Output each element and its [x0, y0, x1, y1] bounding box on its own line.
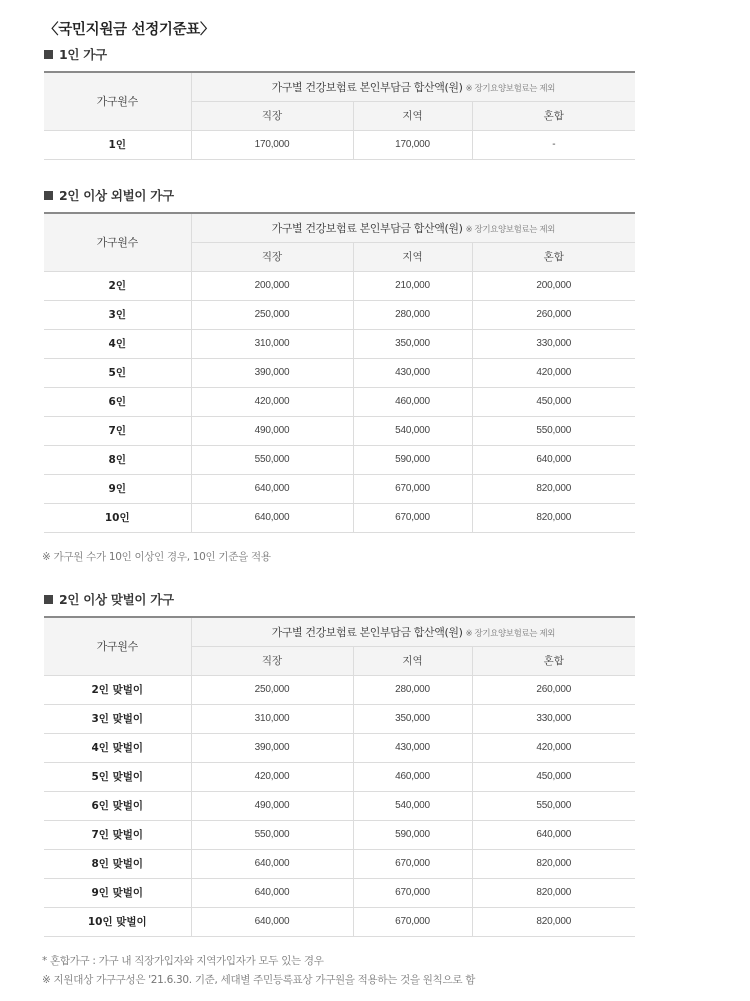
value-mixed: 450,000	[472, 387, 635, 416]
value-work: 420,000	[191, 387, 353, 416]
section-title: 2인 이상 외벌이 가구	[59, 188, 174, 203]
section-single-earner	[44, 187, 635, 533]
col-mixed: 혼합	[472, 242, 635, 271]
value-region: 590,000	[353, 445, 472, 474]
value-work: 490,000	[191, 416, 353, 445]
value-work: 170,000	[191, 130, 353, 159]
col-region: 지역	[353, 242, 472, 271]
value-region: 280,000	[353, 675, 472, 704]
table-row	[44, 358, 635, 387]
table-row	[44, 416, 635, 445]
row-label: 4인 맞벌이	[44, 733, 191, 762]
table-row	[44, 878, 635, 907]
table-row	[44, 791, 635, 820]
table-row	[44, 907, 635, 936]
value-mixed: 550,000	[472, 416, 635, 445]
col-work: 직장	[191, 101, 353, 130]
row-label: 4인	[44, 329, 191, 358]
criteria-table-dual-earner	[44, 616, 635, 937]
criteria-table-single-earner	[44, 212, 635, 533]
table-row	[44, 329, 635, 358]
table-row	[44, 387, 635, 416]
premium-note: ※ 장기요양보험료는 제외	[465, 83, 555, 94]
value-work: 310,000	[191, 329, 353, 358]
value-mixed: 820,000	[472, 878, 635, 907]
table-row	[44, 762, 635, 791]
row-label: 7인 맞벌이	[44, 820, 191, 849]
household-count-header: 가구원수	[44, 213, 191, 271]
value-region: 540,000	[353, 416, 472, 445]
table-row	[44, 849, 635, 878]
row-label: 6인 맞벌이	[44, 791, 191, 820]
value-region: 670,000	[353, 503, 472, 532]
row-label: 3인 맞벌이	[44, 704, 191, 733]
value-region: 430,000	[353, 733, 472, 762]
value-region: 280,000	[353, 300, 472, 329]
table-row	[44, 675, 635, 704]
section-title: 1인 가구	[59, 47, 107, 62]
square-bullet-icon	[44, 50, 53, 59]
row-label: 10인 맞벌이	[44, 907, 191, 936]
section-heading	[44, 591, 635, 607]
row-label: 9인	[44, 474, 191, 503]
value-mixed: 200,000	[472, 271, 635, 300]
value-mixed: 330,000	[472, 704, 635, 733]
household-count-header: 가구원수	[44, 72, 191, 130]
mixed-household-note: * 혼합가구 : 가구 내 직장가입자와 지역가입자가 모두 있는 경우	[42, 955, 324, 967]
table-row	[44, 503, 635, 532]
value-region: 170,000	[353, 130, 472, 159]
value-region: 210,000	[353, 271, 472, 300]
value-mixed: 420,000	[472, 358, 635, 387]
value-work: 550,000	[191, 445, 353, 474]
value-mixed: 820,000	[472, 849, 635, 878]
premium-note: ※ 장기요양보험료는 제외	[465, 628, 555, 639]
col-work: 직장	[191, 646, 353, 675]
premium-note: ※ 장기요양보험료는 제외	[465, 224, 555, 235]
value-region: 540,000	[353, 791, 472, 820]
value-region: 670,000	[353, 474, 472, 503]
premium-header: 가구별 건강보험료 본인부담금 합산액(원) ※ 장기요양보험료는 제외	[191, 617, 635, 646]
section-dual-earner	[44, 591, 635, 937]
col-work: 직장	[191, 242, 353, 271]
value-region: 430,000	[353, 358, 472, 387]
value-region: 670,000	[353, 878, 472, 907]
table-row	[44, 271, 635, 300]
value-mixed: 640,000	[472, 445, 635, 474]
row-label: 8인	[44, 445, 191, 474]
page-title: 〈국민지원금 선정기준표〉	[44, 22, 215, 38]
value-mixed: 450,000	[472, 762, 635, 791]
square-bullet-icon	[44, 191, 53, 200]
criteria-basis-note: ※ 지원대상 가구구성은 '21.6.30. 기준, 세대별 주민등록표상 가구원을 적용하는 것을 원칙으로 함	[42, 974, 476, 986]
value-region: 590,000	[353, 820, 472, 849]
value-work: 640,000	[191, 878, 353, 907]
premium-header: 가구별 건강보험료 본인부담금 합산액(원) ※ 장기요양보험료는 제외	[191, 72, 635, 101]
value-mixed: 260,000	[472, 300, 635, 329]
ten-plus-note: ※ 가구원 수가 10인 이상인 경우, 10인 기준을 적용	[42, 551, 271, 563]
value-mixed: 820,000	[472, 503, 635, 532]
section-title: 2인 이상 맞벌이 가구	[59, 592, 174, 607]
household-count-header: 가구원수	[44, 617, 191, 675]
table-row	[44, 733, 635, 762]
value-region: 350,000	[353, 704, 472, 733]
row-label: 10인	[44, 503, 191, 532]
table-row	[44, 300, 635, 329]
value-region: 670,000	[353, 849, 472, 878]
value-mixed: 640,000	[472, 820, 635, 849]
value-region: 460,000	[353, 387, 472, 416]
row-label: 2인	[44, 271, 191, 300]
criteria-table-single	[44, 71, 635, 160]
value-work: 250,000	[191, 300, 353, 329]
value-mixed: 330,000	[472, 329, 635, 358]
row-label: 7인	[44, 416, 191, 445]
table-row	[44, 130, 635, 159]
value-work: 640,000	[191, 849, 353, 878]
row-label: 5인	[44, 358, 191, 387]
row-label: 8인 맞벌이	[44, 849, 191, 878]
table-row	[44, 820, 635, 849]
section-heading	[44, 187, 635, 203]
row-label: 2인 맞벌이	[44, 675, 191, 704]
value-work: 250,000	[191, 675, 353, 704]
value-mixed: 260,000	[472, 675, 635, 704]
col-region: 지역	[353, 101, 472, 130]
col-mixed: 혼합	[472, 646, 635, 675]
value-work: 420,000	[191, 762, 353, 791]
value-region: 350,000	[353, 329, 472, 358]
table-row	[44, 704, 635, 733]
value-work: 390,000	[191, 358, 353, 387]
value-work: 390,000	[191, 733, 353, 762]
value-mixed: -	[472, 130, 635, 159]
value-work: 640,000	[191, 474, 353, 503]
value-work: 640,000	[191, 503, 353, 532]
value-work: 640,000	[191, 907, 353, 936]
table-row	[44, 474, 635, 503]
value-work: 200,000	[191, 271, 353, 300]
row-label: 1인	[44, 130, 191, 159]
table-row	[44, 445, 635, 474]
value-mixed: 820,000	[472, 474, 635, 503]
value-mixed: 550,000	[472, 791, 635, 820]
section-heading	[44, 46, 635, 62]
row-label: 5인 맞벌이	[44, 762, 191, 791]
col-region: 지역	[353, 646, 472, 675]
value-work: 310,000	[191, 704, 353, 733]
square-bullet-icon	[44, 595, 53, 604]
row-label: 9인 맞벌이	[44, 878, 191, 907]
value-region: 460,000	[353, 762, 472, 791]
premium-header: 가구별 건강보험료 본인부담금 합산액(원) ※ 장기요양보험료는 제외	[191, 213, 635, 242]
value-mixed: 820,000	[472, 907, 635, 936]
value-work: 490,000	[191, 791, 353, 820]
value-mixed: 420,000	[472, 733, 635, 762]
col-mixed: 혼합	[472, 101, 635, 130]
value-region: 670,000	[353, 907, 472, 936]
row-label: 6인	[44, 387, 191, 416]
value-work: 550,000	[191, 820, 353, 849]
section-single-household	[44, 46, 635, 160]
row-label: 3인	[44, 300, 191, 329]
